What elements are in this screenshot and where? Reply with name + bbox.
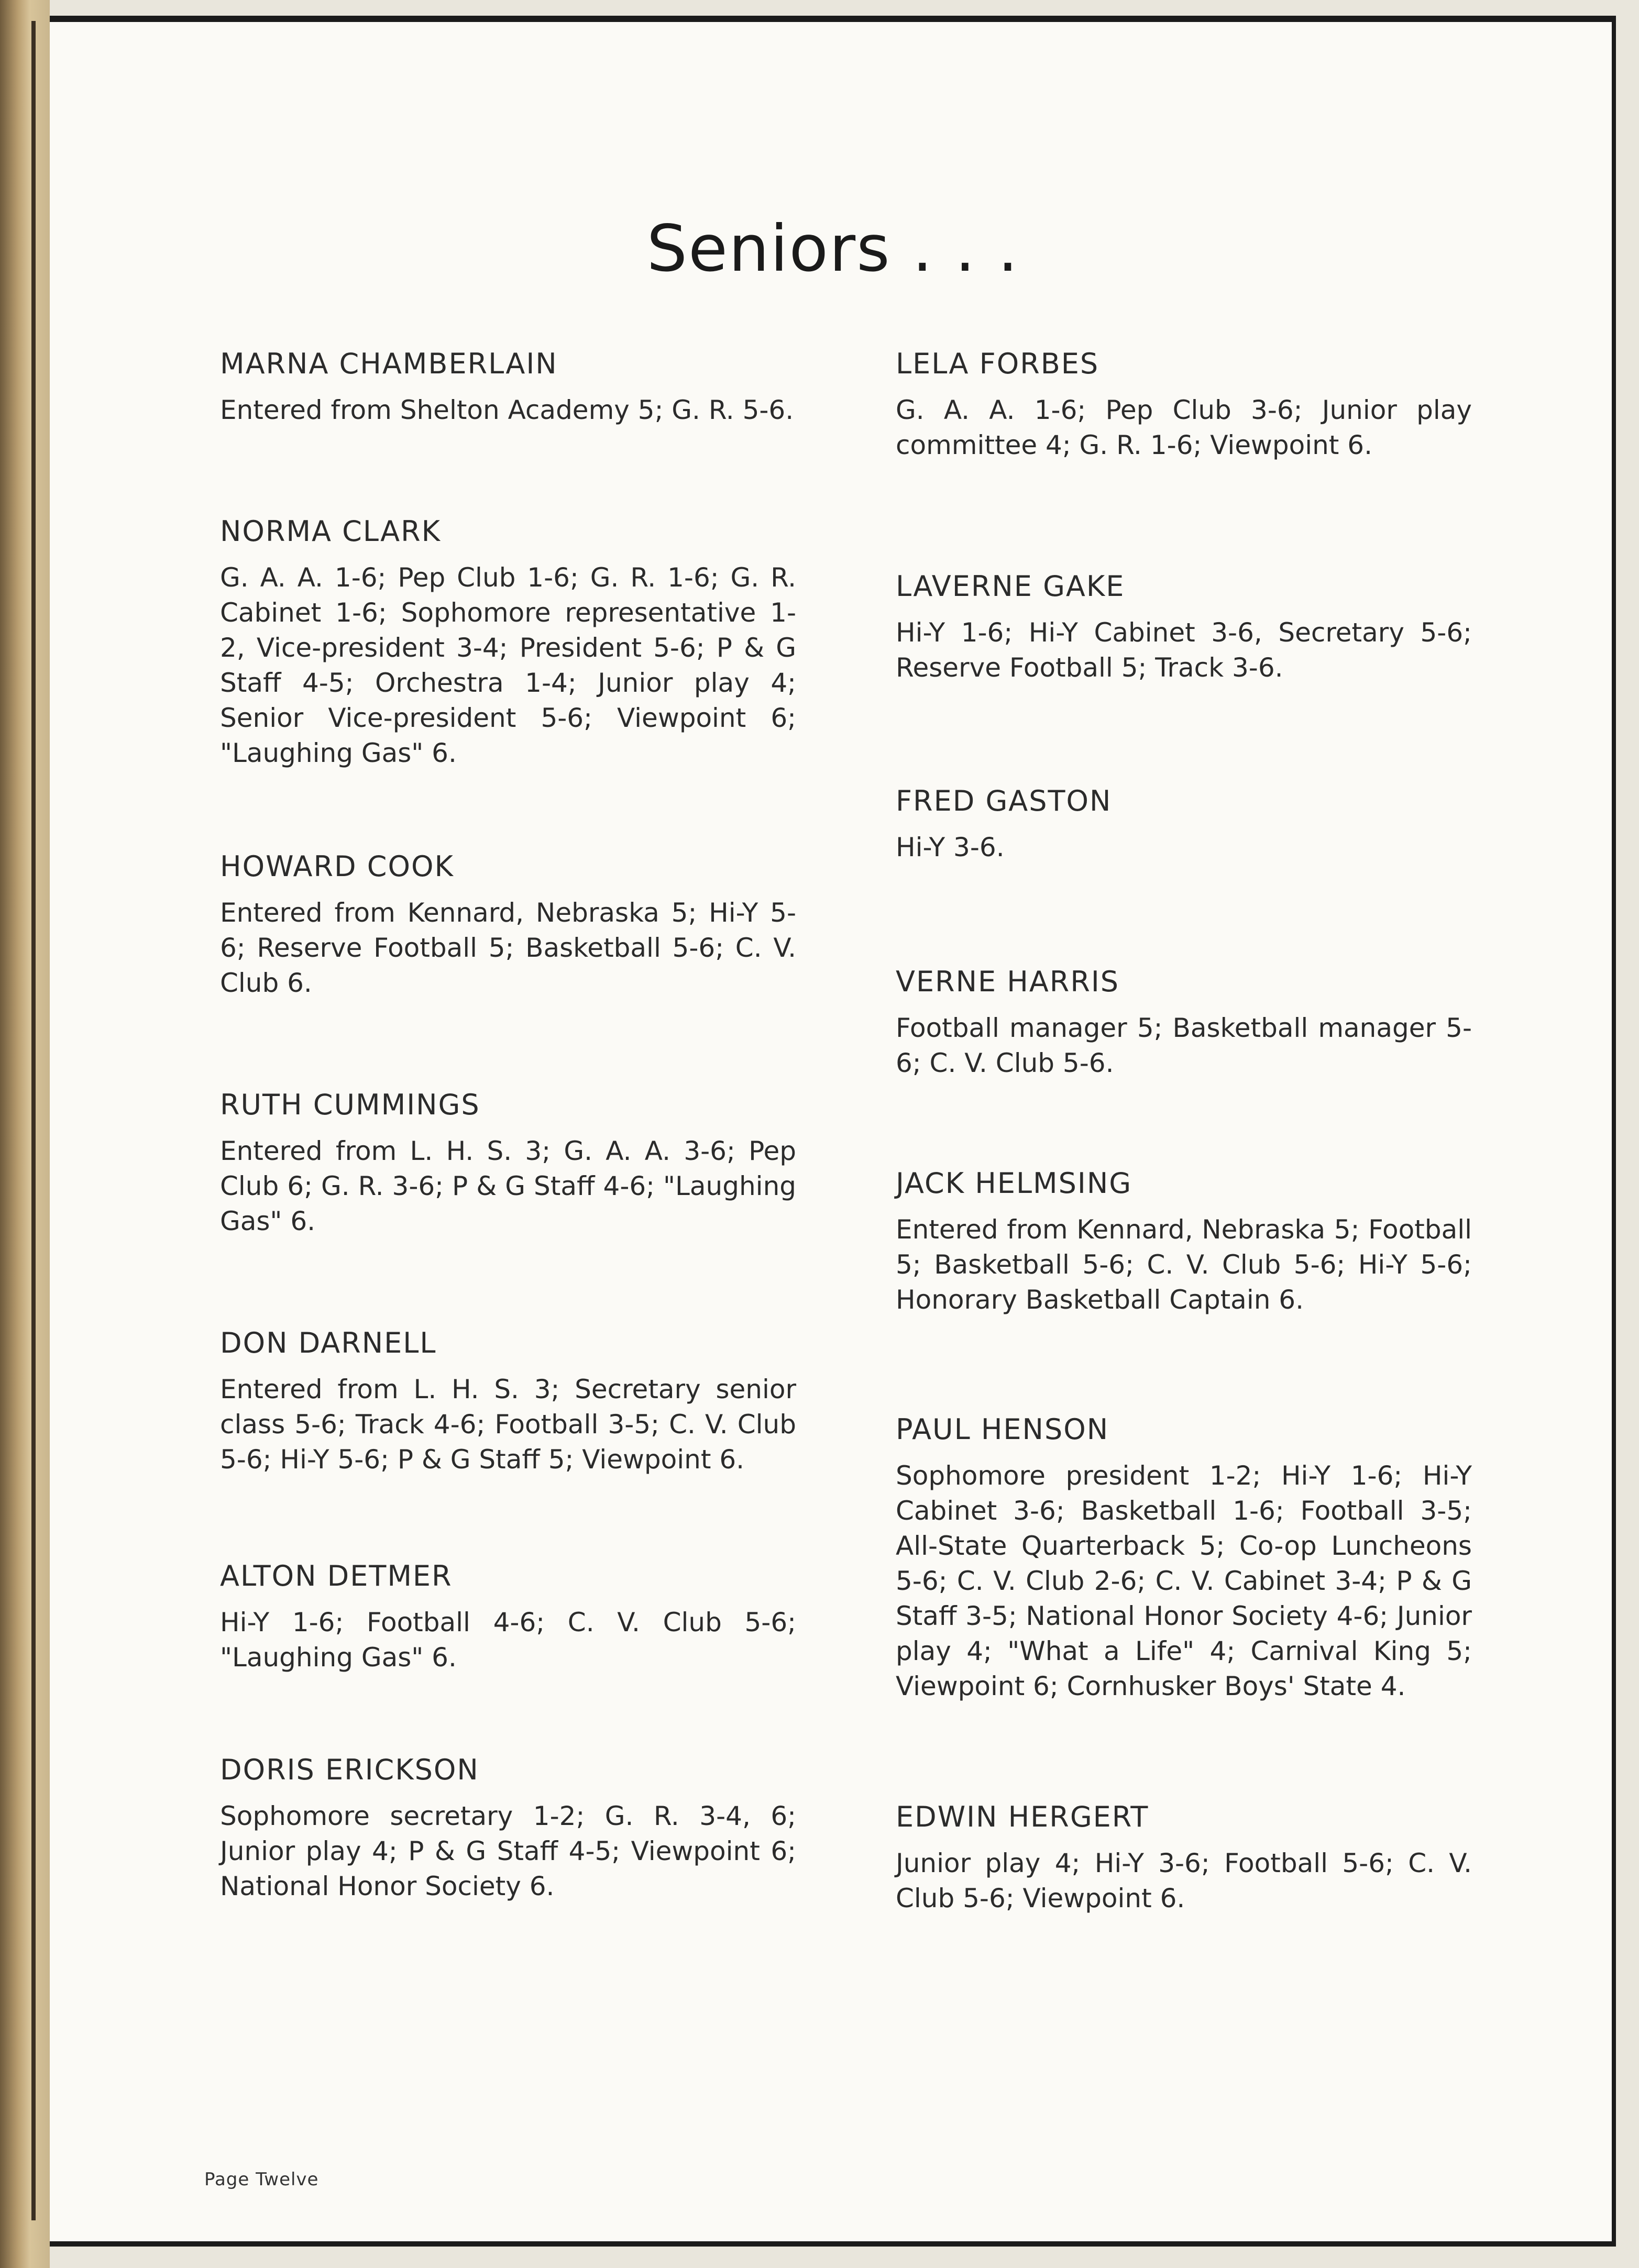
- senior-activities: Sophomore secretary 1-2; G. R. 3-4, 6; Junior play 4; P & G Staff 4-5; Viewpoint 6; National Honor Society 6.: [220, 1801, 796, 1901]
- senior-entry: [896, 1800, 1472, 1916]
- senior-name: NORMA CLARK: [220, 515, 442, 548]
- senior-entry: [220, 1088, 796, 1239]
- senior-activities: Entered from Shelton Academy 5; G. R. 5-6.: [220, 395, 794, 425]
- senior-entry: [220, 1559, 796, 1675]
- senior-activities: Sophomore president 1-2; Hi-Y 1-6; Hi-Y Cabinet 3-6; Basketball 1-6; Football 3-5; All-State Quarterback 5; Co-op Luncheons 5-6; C. V. Club 2-6; C. V. Cabinet 3-4; P & G Staff 3-5; National Honor Society 4-6; Junior play 4; "What a Life" 4; Carnival King 5; Viewpoint 6; Cornhusker Boys' State 4.: [896, 1461, 1472, 1701]
- senior-name: PAUL HENSON: [896, 1413, 1109, 1446]
- senior-activities: Entered from L. H. S. 3; Secretary senior class 5-6; Track 4-6; Football 3-5; C. V. Club 5-6; Hi-Y 5-6; P & G Staff 5; Viewpoint 6.: [220, 1374, 796, 1475]
- page-title: Seniors . . .: [646, 211, 1019, 286]
- senior-name: DON DARNELL: [220, 1326, 437, 1359]
- senior-entry: [220, 1326, 796, 1477]
- senior-activities: Football manager 5; Basketball manager 5-6; C. V. Club 5-6.: [896, 1013, 1472, 1078]
- senior-entry: [896, 1412, 1472, 1704]
- senior-name: JACK HELMSING: [896, 1167, 1132, 1200]
- senior-activities: Hi-Y 1-6; Hi-Y Cabinet 3-6, Secretary 5-6; Reserve Football 5; Track 3-6.: [896, 617, 1472, 683]
- senior-name: HOWARD COOK: [220, 850, 454, 883]
- senior-name: VERNE HARRIS: [896, 965, 1120, 998]
- senior-activities: Hi-Y 3-6.: [896, 832, 1005, 862]
- senior-entry: [896, 784, 1472, 865]
- book-binding: [0, 0, 50, 2268]
- yearbook-page: [50, 16, 1616, 2247]
- senior-entry: [220, 514, 796, 771]
- senior-name: EDWIN HERGERT: [896, 1800, 1149, 1833]
- binding-edge: [31, 21, 36, 2220]
- senior-activities: G. A. A. 1-6; Pep Club 1-6; G. R. 1-6; G. R. Cabinet 1-6; Sophomore representative 1-2, Vice-president 3-4; President 5-6; P & G Staff 4-5; Orchestra 1-4; Junior play 4; Senior Vice-president 5-6; Viewpoint 6; "Laughing Gas" 6.: [220, 562, 796, 768]
- senior-activities: Entered from L. H. S. 3; G. A. A. 3-6; Pep Club 6; G. R. 3-6; P & G Staff 4-6; "Laughing Gas" 6.: [220, 1136, 796, 1236]
- senior-entry: [220, 1753, 796, 1904]
- senior-name: LELA FORBES: [896, 347, 1099, 380]
- senior-activities: Hi-Y 1-6; Football 4-6; C. V. Club 5-6; "Laughing Gas" 6.: [220, 1607, 796, 1673]
- senior-activities: G. A. A. 1-6; Pep Club 3-6; Junior play committee 4; G. R. 1-6; Viewpoint 6.: [896, 395, 1472, 460]
- senior-activities: Entered from Kennard, Nebraska 5; Hi-Y 5-6; Reserve Football 5; Basketball 5-6; C. V. Club 6.: [220, 898, 796, 998]
- senior-entry: [896, 965, 1472, 1081]
- senior-activities: Junior play 4; Hi-Y 3-6; Football 5-6; C. V. Club 5-6; Viewpoint 6.: [896, 1848, 1472, 1913]
- senior-entry: [896, 569, 1472, 685]
- senior-entry: [896, 1166, 1472, 1318]
- senior-entry: [896, 347, 1472, 463]
- senior-name: MARNA CHAMBERLAIN: [220, 347, 558, 380]
- senior-entry: [220, 849, 796, 1001]
- senior-activities: Entered from Kennard, Nebraska 5; Football 5; Basketball 5-6; C. V. Club 5-6; Hi-Y 5-6; Honorary Basketball Captain 6.: [896, 1214, 1472, 1315]
- senior-name: ALTON DETMER: [220, 1559, 453, 1592]
- senior-name: FRED GASTON: [896, 784, 1112, 817]
- senior-name: LAVERNE GAKE: [896, 570, 1125, 603]
- senior-entry: [220, 347, 796, 428]
- senior-name: DORIS ERICKSON: [220, 1753, 479, 1786]
- senior-name: RUTH CUMMINGS: [220, 1088, 480, 1121]
- page-number: Page Twelve: [204, 2169, 319, 2190]
